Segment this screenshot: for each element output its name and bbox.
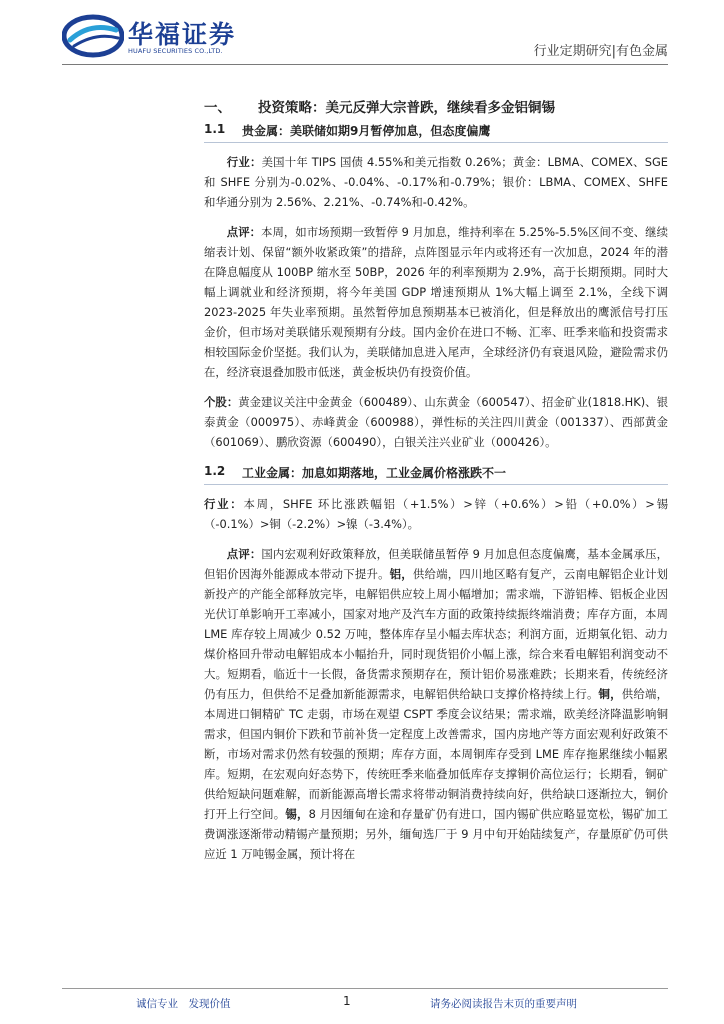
subsection-number: 1.1 [204,122,226,136]
precious-comment-paragraph [204,222,668,382]
subsection-heading-1-1 [62,120,668,142]
page-number: 1 [343,994,351,1008]
copper-lead: 铜， [598,687,622,701]
page-header [0,0,724,74]
precious-stock-paragraph [204,392,668,452]
logo-english-name: HUAFU SECURITIES CO.,LTD. [128,47,223,55]
logo-chinese-name: 华福证券 [128,20,237,49]
precious-industry-paragraph [204,152,668,212]
paragraph-text: 国内宏观利好政策释放，但美联储虽暂停 9 月加息但态度偏鹰，基本金属承压，但铝价因海外能源成本带动下提升。 [204,547,668,581]
paragraph-lead: 点评： [226,225,262,239]
paragraph-text: 本周，SHFE 环比涨跌幅铝（+1.5%）>锌（+0.6%）>铅（+0.0%）>锡（-0.1%）>铜（-2.2%）>镍（-3.4%）。 [204,497,668,531]
paragraph-text: 黄金建议关注中金黄金（600489）、山东黄金（600547）、招金矿业(1818.HK)、银泰黄金（000975）、赤峰黄金（600988），弹性标的关注四川黄金（001337）、西部黄金（601069）、鹏欣资源（600490），白银关注兴业矿业（000426）。 [204,395,668,449]
paragraph-lead: 点评： [226,547,262,561]
company-logo [62,14,252,58]
report-body [62,92,668,874]
subsection-divider [204,142,668,143]
section-number: 一、 [204,100,231,116]
footer-divider [62,988,668,989]
report-category: 行业定期研究|有色金属 [533,44,668,59]
footer-slogan: 诚信专业 发现价值 [136,998,231,1010]
subsection-title: 工业金属：加息如期落地，工业金属价格涨跌不一 [242,466,507,480]
tin-text: 8 月因缅甸在途和存量矿仍有进口，国内锡矿供应略显宽松，锡矿加工费调涨逐渐带动精锡产量预期；另外，缅甸选厂于 9 月中旬开始陆续复产，存量原矿仍可供应近 1 万吨锡金属，预计将在 [204,807,668,861]
copper-text: 供给端，本周进口铜精矿 TC 走弱，市场在观望 CSPT 季度会议结果；需求端，欧美经济降温影响铜需求，但国内铜价下跌和节前补货一定程度上改善需求，国内房地产等方面宏观利好政策不断，市场对需求仍然有较强的预期；库存方面，本周铜库存受到 LME 库存拖累继续小幅累库。短期，在宏观向好态势下，传统旺季来临叠加低库存支撑铜价高位运行；长期看，铜矿供给短缺问题难解，而新能源高增长需求将带动铜消费持续向好，供给缺口逐渐拉大，铜价打开上行空间。 [204,687,668,821]
paragraph-lead: 行业： [204,497,244,511]
section-heading-1 [62,92,668,118]
industrial-industry-paragraph [204,494,668,534]
section-title: 投资策略：美元反弹大宗普跌，继续看多金铝铜锡 [258,100,555,116]
paragraph-lead: 行业： [226,155,262,169]
paragraph-text: 美国十年 TIPS 国债 4.55%和美元指数 0.26%；黄金：LBMA、COMEX、SGE 和 SHFE 分别为-0.02%、-0.04%、-0.17%和-0.79%；银价：LBMA、COMEX、SHFE 和华通分别为 2.56%、2.21%、-0.74%和-0.42%。 [204,155,668,209]
tin-lead: 锡， [285,807,309,821]
subsection-number: 1.2 [204,464,226,478]
subsection-divider [204,484,668,485]
aluminum-lead: 铝， [389,567,413,581]
subsection-title: 贵金属：美联储如期9月暂停加息，但态度偏鹰 [242,124,491,138]
aluminum-text: 供给端，四川地区略有复产，云南电解铝企业计划新投产的产能全部释放完毕，电解铝供应较上周小幅增加；需求端，下游铝棒、铝板企业因光伏订单影响开工率减小，国家对地产及汽车方面的政策持续振终端消费；库存方面，本周 LME 库存较上周减少 0.52 万吨，整体库存呈小幅去库状态；利润方面，近期氧化铝、动力煤价格回升带动电解铝成本小幅抬升，同时现货铝价小幅上涨，综合来看电解铝利润变动不大。短期看，临近十一长假，备货需求预期存在，预计铝价易涨难跌；长期来看，传统经济仍有压力，但供给不足叠加新能源需求，电解铝供给缺口支撑价格持续上行。 [204,567,668,701]
header-divider [62,64,668,65]
logo-swirl-icon [62,14,124,58]
paragraph-text: 本周，如市场预期一致暂停 9 月加息，维持利率在 5.25%-5.5%区间不变、继续缩表计划、保留“额外收紧政策”的措辞，点阵图显示年内或将还有一次加息，2024 年的潜在降息幅度从 100BP 缩水至 50BP，2026 年的利率预期为 2.9%，高于长期预期。同时大幅上调就业和经济预期，将今年美国 GDP 增速预期从 1%大幅上调至 2.1%，全线下调2023-2025 年失业率预期。虽然暂停加息预期基本已被消化，但是释放出的鹰派信号打压金价，但市场对美联储乐观预期有分歧。国内金价在进口不畅、汇率、旺季来临和投资需求相较国际金价坚挺。我们认为，美联储加息进入尾声，全球经济仍有衰退风险，避险需求仍在，经济衰退叠加股市低迷，黄金板块仍有投资价值。 [204,225,668,379]
paragraph-lead: 个股： [204,395,239,409]
subsection-heading-1-2 [62,462,668,484]
industrial-comment-paragraph [204,544,668,864]
footer-disclaimer: 请务必阅读报告末页的重要声明 [430,998,577,1010]
